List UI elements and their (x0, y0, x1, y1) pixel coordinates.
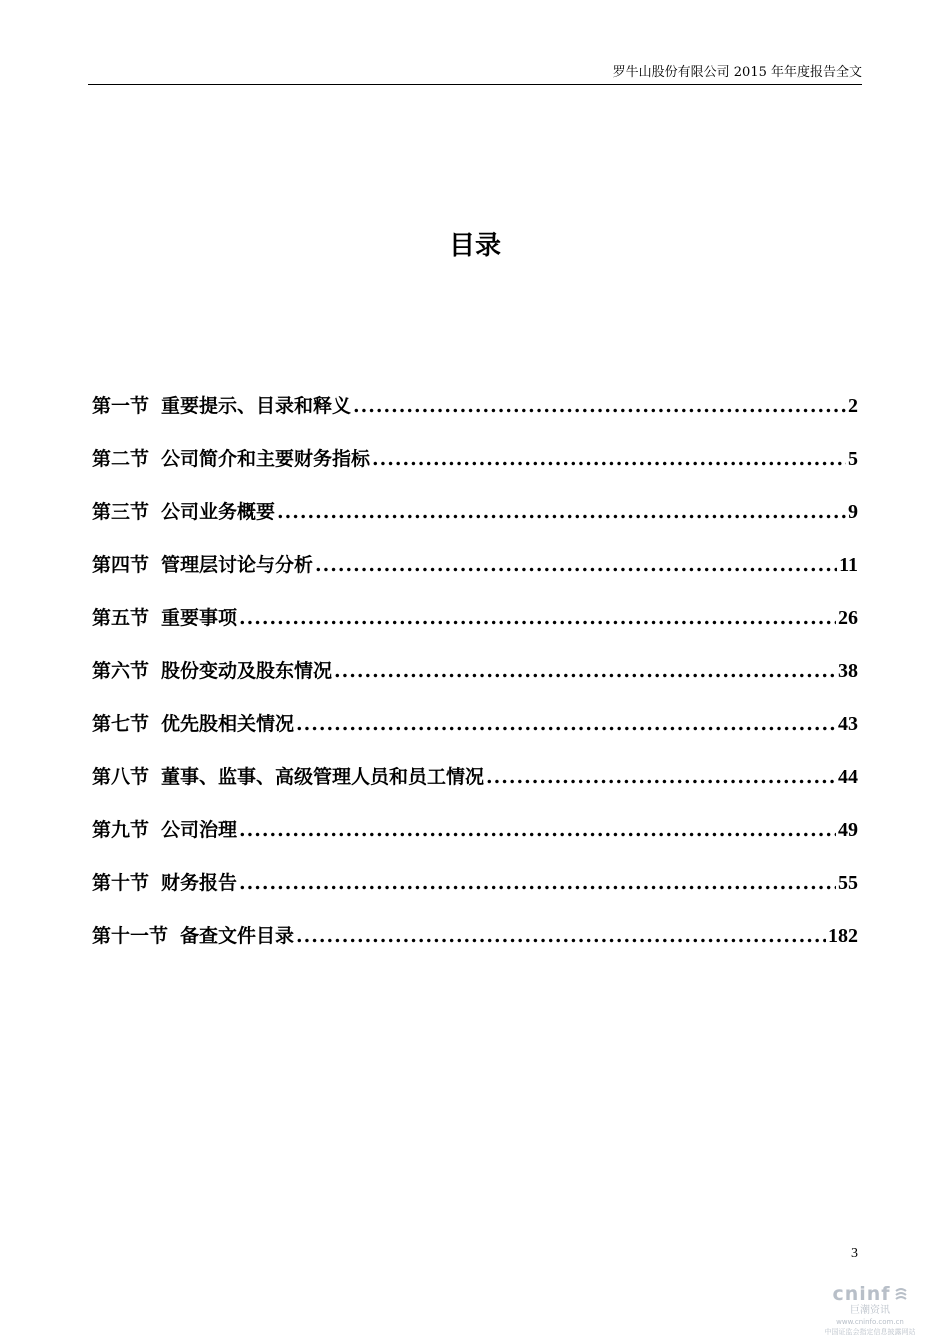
page-header (88, 62, 862, 85)
toc-entry[interactable] (92, 653, 858, 706)
toc-page-number: 182 (828, 925, 858, 947)
toc-entry[interactable] (92, 600, 858, 653)
toc-page-number: 43 (838, 713, 858, 735)
toc-leader-dots (239, 812, 836, 848)
toc-page-number: 38 (838, 660, 858, 682)
toc-leader-dots (239, 600, 836, 636)
toc-entry[interactable] (92, 547, 858, 600)
toc-entry[interactable] (92, 759, 858, 812)
toc-leader-dots (296, 706, 836, 742)
toc-section-title: 重要提示、目录和释义 (161, 395, 352, 417)
watermark-logo (810, 1283, 930, 1305)
toc-page-number: 11 (839, 554, 858, 576)
toc-page-number: 26 (838, 607, 858, 629)
toc-section-number: 第四节 (92, 554, 150, 576)
toc-entry[interactable] (92, 812, 858, 865)
toc-page-number: 9 (848, 501, 858, 523)
table-of-contents (92, 388, 858, 971)
page-number: 3 (851, 1246, 858, 1261)
toc-leader-dots (334, 653, 836, 689)
header-text: 罗牛山股份有限公司 2015 年年度报告全文 (612, 65, 862, 80)
toc-page-number: 5 (848, 448, 858, 470)
toc-entry[interactable] (92, 441, 858, 494)
toc-section-number: 第十一节 (92, 925, 169, 947)
cninfo-watermark (810, 1283, 930, 1337)
toc-leader-dots (296, 918, 826, 954)
toc-section-title: 财务报告 (161, 872, 238, 894)
toc-leader-dots (239, 865, 836, 901)
toc-entry[interactable] (92, 494, 858, 547)
toc-section-title: 董事、监事、高级管理人员和员工情况 (161, 766, 485, 788)
cninfo-logo-icon (894, 1287, 908, 1301)
toc-section-title: 优先股相关情况 (161, 713, 295, 735)
toc-leader-dots (372, 441, 846, 477)
toc-section-number: 第九节 (92, 819, 150, 841)
watermark-logo-text: cninf (832, 1283, 891, 1305)
watermark-url: www.cninfo.com.cn (836, 1318, 904, 1326)
toc-page-number: 49 (838, 819, 858, 841)
toc-page-number: 44 (838, 766, 858, 788)
toc-leader-dots (315, 547, 837, 583)
toc-section-number: 第十节 (92, 872, 150, 894)
toc-section-number: 第一节 (92, 395, 150, 417)
toc-entry[interactable] (92, 865, 858, 918)
toc-section-number: 第七节 (92, 713, 150, 735)
toc-section-number: 第六节 (92, 660, 150, 682)
toc-section-title: 备查文件目录 (180, 925, 295, 947)
toc-section-number: 第五节 (92, 607, 150, 629)
toc-section-number: 第八节 (92, 766, 150, 788)
toc-page-number: 55 (838, 872, 858, 894)
toc-leader-dots (353, 388, 846, 424)
watermark-subtitle: 巨潮资讯 (850, 1305, 890, 1316)
toc-section-title: 公司治理 (161, 819, 238, 841)
toc-section-number: 第二节 (92, 448, 150, 470)
toc-section-title: 重要事项 (161, 607, 238, 629)
page-title: 目录 (448, 231, 501, 261)
toc-leader-dots (486, 759, 836, 795)
toc-section-title: 管理层讨论与分析 (161, 554, 314, 576)
toc-entry[interactable] (92, 706, 858, 759)
toc-section-title: 公司业务概要 (161, 501, 276, 523)
toc-entry[interactable] (92, 918, 858, 971)
toc-leader-dots (277, 494, 846, 530)
toc-entry[interactable] (92, 388, 858, 441)
toc-section-title: 股份变动及股东情况 (161, 660, 333, 682)
watermark-org: 中国证监会指定信息披露网站 (824, 1328, 916, 1336)
toc-section-title: 公司简介和主要财务指标 (161, 448, 371, 470)
toc-page-number: 2 (848, 395, 858, 417)
toc-section-number: 第三节 (92, 501, 150, 523)
